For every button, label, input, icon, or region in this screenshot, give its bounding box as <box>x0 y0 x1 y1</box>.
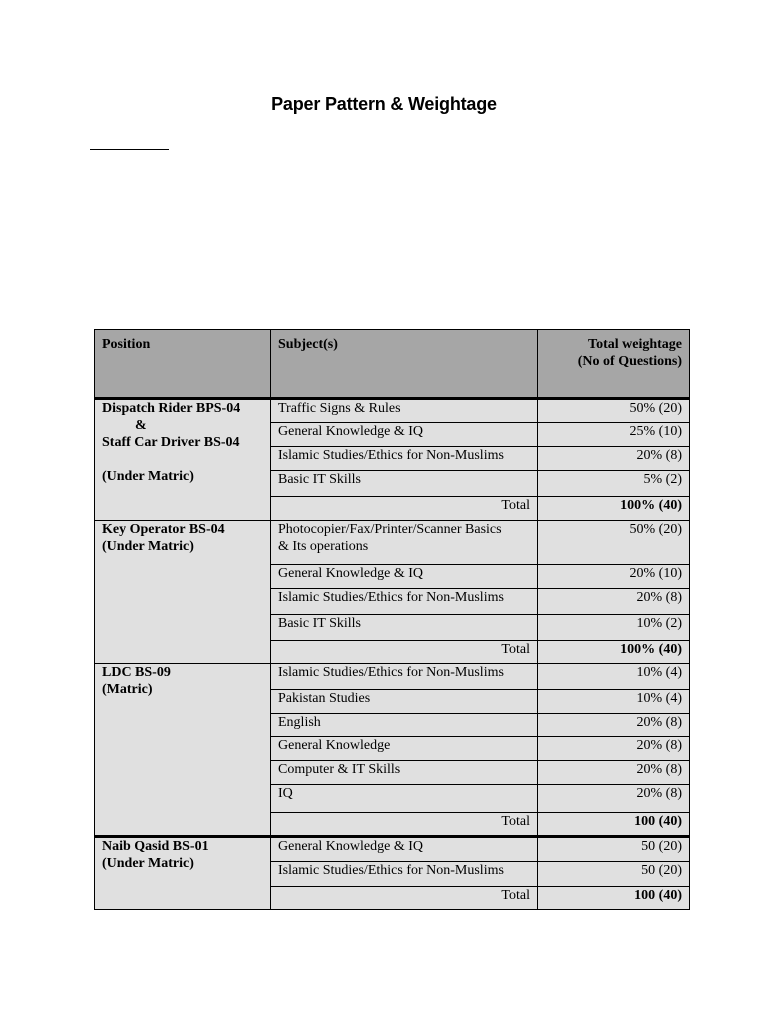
position-name: LDC BS-09 <box>102 665 171 680</box>
subject-cell: Islamic Studies/Ethics for Non-Muslims <box>271 447 538 471</box>
subject-cell: IQ <box>271 785 538 813</box>
weightage-cell: 50% (20) <box>538 521 690 565</box>
weightage-cell: 10% (4) <box>538 690 690 714</box>
subject-cell: General Knowledge & IQ <box>271 423 538 447</box>
weightage-cell: 20% (8) <box>538 737 690 761</box>
total-value: 100 (40) <box>538 813 690 837</box>
position-name: Dispatch Rider BPS-04 <box>102 401 241 416</box>
subject-cell: General Knowledge & IQ <box>271 837 538 862</box>
weightage-table <box>94 329 690 910</box>
weightage-cell: 20% (8) <box>538 761 690 785</box>
subject-cell: Pakistan Studies <box>271 690 538 714</box>
position-qualification: (Under Matric) <box>102 856 194 871</box>
subject-cell: Basic IT Skills <box>271 471 538 497</box>
subject-cell: General Knowledge <box>271 737 538 761</box>
weightage-cell: 50% (20) <box>538 399 690 423</box>
position-name: Staff Car Driver BS-04 <box>102 435 240 450</box>
subject-cell: Traffic Signs & Rules <box>271 399 538 423</box>
subject-line: & Its operations <box>278 539 369 554</box>
page-title: Paper Pattern & Weightage <box>271 94 497 114</box>
header-subjects: Subject(s) <box>271 330 538 399</box>
weightage-cell: 20% (10) <box>538 565 690 589</box>
header-weightage <box>538 330 690 399</box>
table-row <box>95 664 690 690</box>
position-cell <box>95 521 271 664</box>
total-value: 100% (40) <box>538 497 690 521</box>
position-qualification: (Under Matric) <box>102 469 194 484</box>
subject-cell: Islamic Studies/Ethics for Non-Muslims <box>271 589 538 615</box>
weightage-cell: 25% (10) <box>538 423 690 447</box>
weightage-cell: 20% (8) <box>538 714 690 737</box>
table-row <box>95 837 690 862</box>
subject-cell: Islamic Studies/Ethics for Non-Muslims <box>271 664 538 690</box>
total-label: Total <box>271 813 538 837</box>
subject-cell: English <box>271 714 538 737</box>
weightage-cell: 5% (2) <box>538 471 690 497</box>
position-cell <box>95 837 271 910</box>
total-value: 100% (40) <box>538 641 690 664</box>
table-row <box>95 399 690 423</box>
weightage-cell: 50 (20) <box>538 862 690 887</box>
header-weightage-line2: (No of Questions) <box>577 354 682 369</box>
subject-line: Photocopier/Fax/Printer/Scanner Basics <box>278 522 502 537</box>
position-cell <box>95 664 271 837</box>
subject-cell: Computer & IT Skills <box>271 761 538 785</box>
header-position: Position <box>95 330 271 399</box>
subject-cell: Islamic Studies/Ethics for Non-Muslims <box>271 862 538 887</box>
underline-rule <box>90 149 169 150</box>
position-qualification: (Matric) <box>102 682 153 697</box>
position-name: Key Operator BS-04 <box>102 522 225 537</box>
total-label: Total <box>271 887 538 910</box>
weightage-cell: 10% (2) <box>538 615 690 641</box>
position-cell <box>95 399 271 521</box>
total-value: 100 (40) <box>538 887 690 910</box>
weightage-cell: 20% (8) <box>538 589 690 615</box>
position-qualification: (Under Matric) <box>102 539 194 554</box>
weightage-cell: 10% (4) <box>538 664 690 690</box>
total-label: Total <box>271 641 538 664</box>
table-header-row <box>95 330 690 399</box>
subject-cell <box>271 521 538 565</box>
weightage-cell: 20% (8) <box>538 785 690 813</box>
position-ampersand: & <box>135 418 147 433</box>
total-label: Total <box>271 497 538 521</box>
header-weightage-line1: Total weightage <box>588 337 682 352</box>
weightage-cell: 50 (20) <box>538 837 690 862</box>
position-name: Naib Qasid BS-01 <box>102 839 209 854</box>
weightage-cell: 20% (8) <box>538 447 690 471</box>
subject-cell: General Knowledge & IQ <box>271 565 538 589</box>
table-row <box>95 521 690 565</box>
subject-cell: Basic IT Skills <box>271 615 538 641</box>
